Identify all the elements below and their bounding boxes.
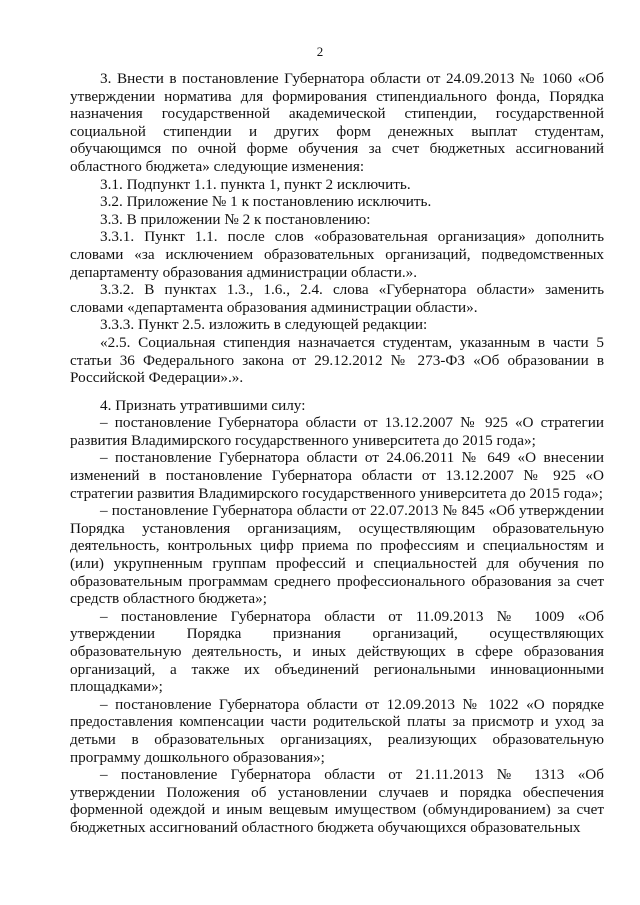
paragraph-quote-2-5: «2.5. Социальная стипендия назначается студентам, указанным в части 5 статьи 36 Федерального закона от 29.12.2012 № 273-ФЗ «Об образовании в Российской Федерации».».: [70, 333, 604, 387]
repealed-act-1022: – постановление Губернатора области от 12.09.2013 № 1022 «О порядке предоставления компенсации части родительской платы за присмотр и уход за детьми в образовательных организациях, реализующих образовательную программу дошкольного образования»;: [70, 695, 604, 766]
paragraph-item-3: 3. Внести в постановление Губернатора области от 24.09.2013 № 1060 «Об утверждении норматива для формирования стипендиального фонда, Порядка назначения государственной академической стипендии, государственной социальной стипендии и других форм денежных выплат студентам, обучающимся по очной форме обучения за счет бюджетных ассигнований областного бюджета» следующие изменения:: [70, 70, 604, 175]
paragraph-item-3-1: 3.1. Подпункт 1.1. пункта 1, пункт 2 исключить.: [100, 175, 411, 193]
repealed-act-1313: – постановление Губернатора области от 21.11.2013 № 1313 «Об утверждении Положения об установлении случаев и порядка обеспечения форменной одеждой и иным вещевым имуществом (обмундированием) за счет бюджетных ассигнований областного бюджета обучающихся образовательных: [70, 766, 604, 836]
paragraph-item-3-3-1: 3.3.1. Пункт 1.1. после слов «образовательная организация» дополнить словами «за исключением образовательных организаций, подведомственных департаменту образования администрации области.».: [70, 228, 604, 281]
paragraph-item-3-3: 3.3. В приложении № 2 к постановлению:: [100, 210, 371, 228]
paragraph-item-4: 4. Признать утратившими силу:: [100, 396, 306, 414]
paragraph-item-3-3-2: 3.3.2. В пунктах 1.3., 1.6., 2.4. слова «Губернатора области» заменить словами «департамента образования администрации области».: [70, 281, 604, 316]
paragraph-item-3-3-3: 3.3.3. Пункт 2.5. изложить в следующей редакции:: [100, 316, 428, 334]
repealed-act-925: – постановление Губернатора области от 13.12.2007 № 925 «О стратегии развития Владимирского государственного университета до 2015 года»;: [70, 414, 604, 449]
repealed-act-1009: – постановление Губернатора области от 11.09.2013 № 1009 «Об утверждении Порядка признания организаций, осуществляющих образовательную деятельность, и иных действующих в сфере образования организаций, а также их объединений региональными инновационными площадками»;: [70, 607, 604, 696]
repealed-act-845: – постановление Губернатора области от 22.07.2013 № 845 «Об утверждении Порядка установления организациям, осуществляющим образовательную деятельность, контрольных цифр приема по профессиям и специальностям и (или) укрупненным группам профессий и специальностей для обучения по образовательным программам среднего профессионального образования за счет средств областного бюджета»;: [70, 502, 604, 608]
paragraph-item-3-2: 3.2. Приложение № 1 к постановлению исключить.: [100, 193, 432, 211]
document-body: [70, 70, 604, 837]
repealed-act-649: – постановление Губернатора области от 24.06.2011 № 649 «О внесении изменений в постановление Губернатора области от 13.12.2007 № 925 «О стратегии развития Владимирского государственного университета до 2015 года»;: [70, 449, 604, 502]
page-number: 2: [316, 44, 324, 59]
